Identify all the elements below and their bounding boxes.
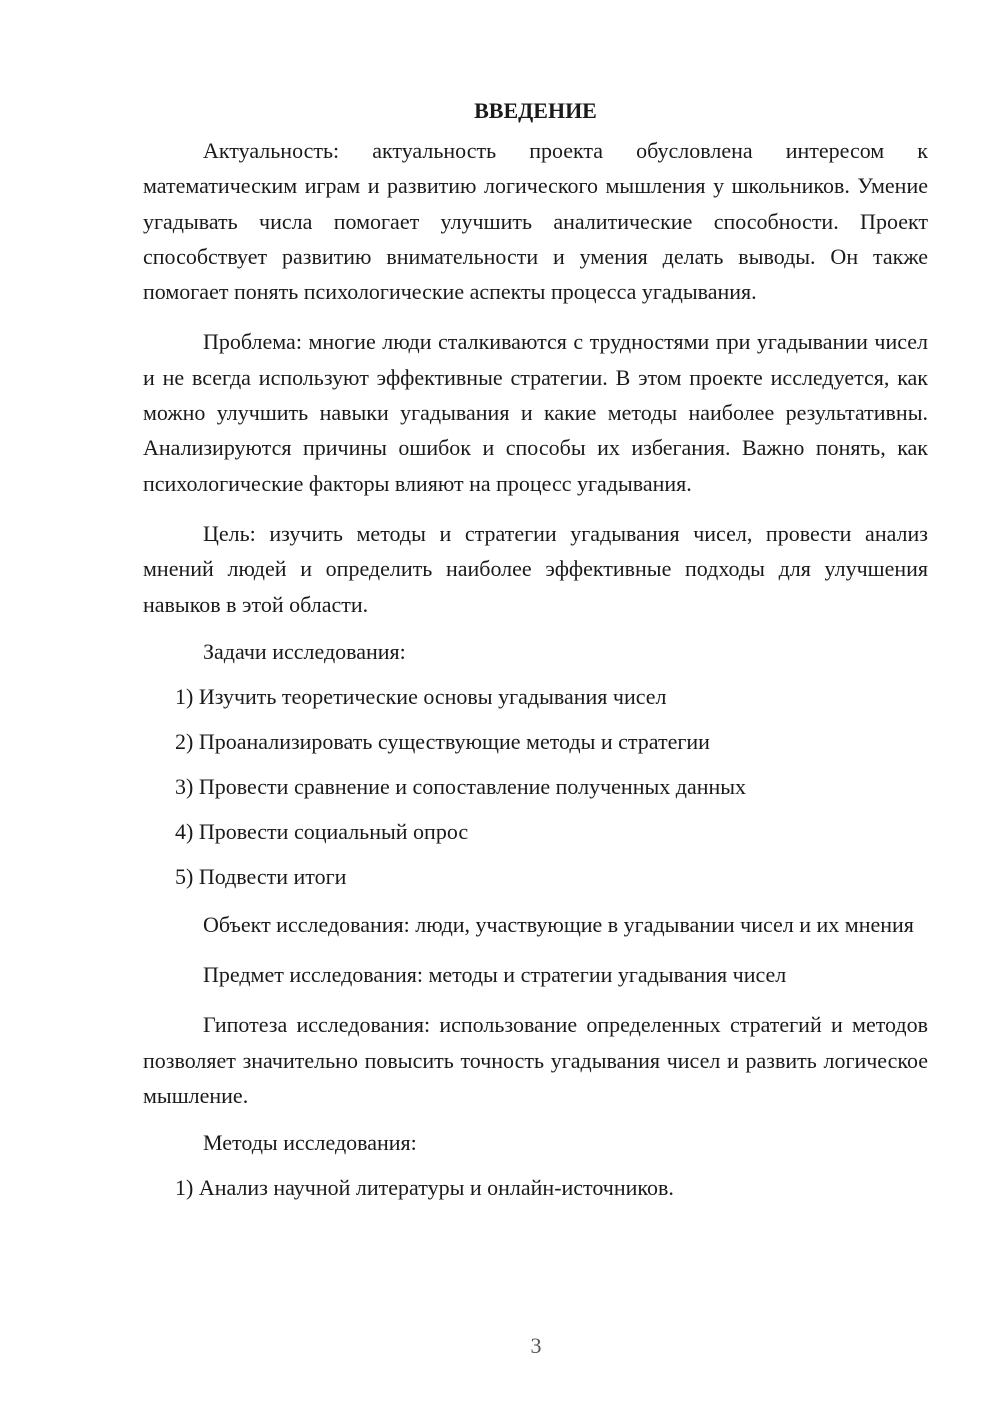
tasks-heading: Задачи исследования: (203, 638, 406, 664)
page-title: ВВЕДЕНИЕ (474, 98, 597, 123)
task-item: 1) Изучить теоретические основы угадывания чисел (175, 683, 667, 709)
task-item: 2) Проанализировать существующие методы и стратегии (175, 728, 710, 754)
task-item: 4) Провести социальный опрос (175, 818, 469, 844)
goal-paragraph: Цель: изучить методы и стратегии угадывания чисел, провести анализ мнений людей и определить наиболее эффективные подходы для улучшения навыков в этой области. (143, 520, 928, 617)
method-item: 1) Анализ научной литературы и онлайн-источников. (175, 1175, 674, 1201)
page-number: 3 (530, 1333, 542, 1358)
subject-paragraph: Предмет исследования: методы и стратегии угадывания чисел (203, 962, 787, 988)
object-paragraph: Объект исследования: люди, участвующие в угадывании чисел и их мнения (203, 911, 914, 937)
tasks-list (143, 682, 928, 892)
methods-list (143, 1173, 928, 1203)
task-item: 5) Подвести итоги (175, 863, 347, 889)
methods-heading: Методы исследования: (203, 1130, 417, 1156)
document-page (143, 96, 928, 1218)
hypothesis-paragraph: Гипотеза исследования: использование определенных стратегий и методов позволяет значительно повысить точность угадывания чисел и развить логическое мышление. (143, 1012, 928, 1109)
problem-paragraph: Проблема: многие люди сталкиваются с трудностями при угадывании чисел и не всегда используют эффективные стратегии. В этом проекте исследуется, как можно улучшить навыки угадывания и какие методы наиболее результативны. Анализируются причины ошибок и способы их избегания. Важно понять, как психологические факторы влияют на процесс угадывания. (143, 329, 928, 496)
relevance-paragraph: Актуальность: актуальность проекта обусловлена интересом к математическим играм и развитию логического мышления у школьников. Умение угадывать числа помогает улучшить аналитические способности. Проект способствует развитию внимательности и умения делать выводы. Он также помогает понять психологические аспекты процесса угадывания. (143, 138, 928, 305)
task-item: 3) Провести сравнение и сопоставление полученных данных (175, 773, 747, 799)
